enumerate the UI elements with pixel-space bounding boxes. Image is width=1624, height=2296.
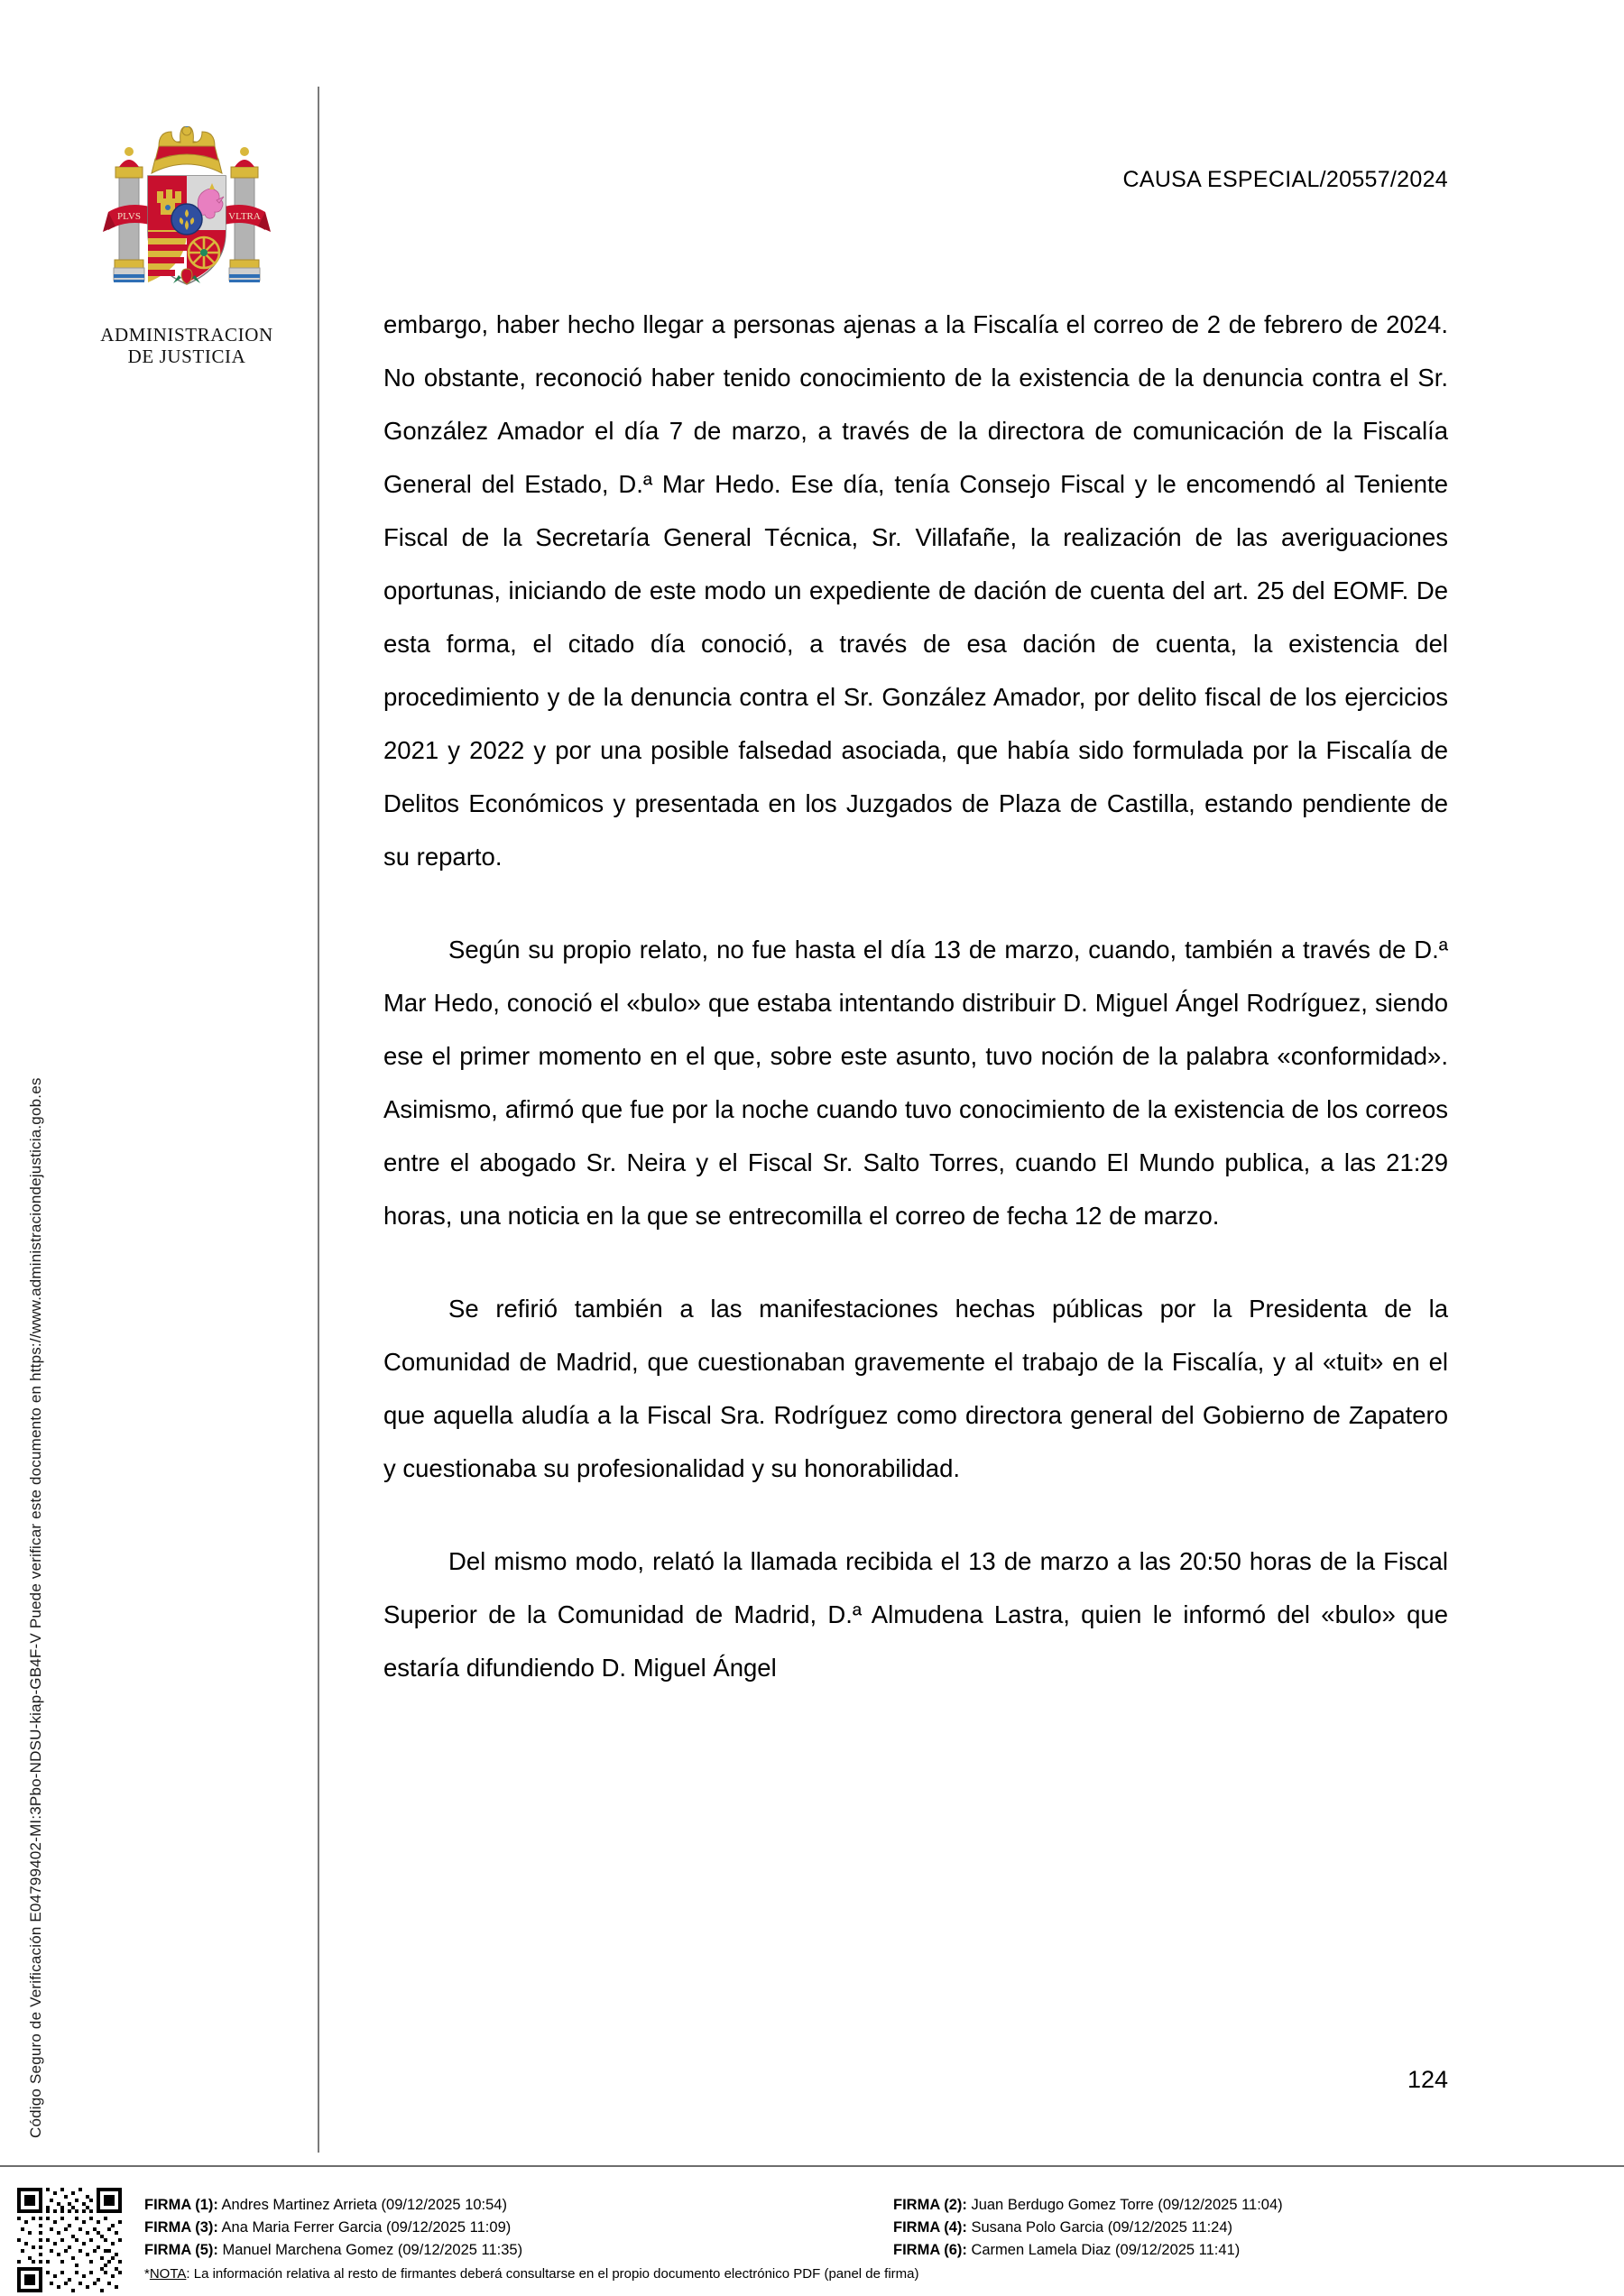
footer-divider [0,2165,1624,2167]
signature-label: FIRMA (5): [144,2242,218,2258]
emblem-caption-line-1: ADMINISTRACION [100,324,273,346]
body-paragraph: embargo, haber hecho llegar a personas ajenas a la Fiscalía el correo de 2 de febrero de 2024. No obstante, reconoció haber tenido conocimiento de la existencia de la denuncia contra el Sr. González Amador el día 7 de marzo, a través de la directora de comunicación de la Fiscalía General del Estado, D.ª Mar Hedo. Ese día, tenía Consejo Fiscal y le encomendó al Teniente Fiscal de la Secretaría General Técnica, Sr. Villafañe, la realización de las averiguaciones oportunas, iniciando de este modo un expediente de dación de cuenta del art. 25 del EOMF. De esta forma, el citado día conoció, a través de esa dación de cuenta, la existencia del procedimiento y de la denuncia contra el Sr. González Amador, por delito fiscal de los ejercicios 2021 y 2022 y por una posible falsedad asociada, que había sido formulada por la Fiscalía de Delitos Económicos y presentada en los Juzgados de Plaza de Castilla, estando pendiente de su reparto. [383,310,1448,871]
signature-line [893,2239,1588,2262]
margin-divider [318,87,319,2153]
verification-sidebar [0,0,65,2165]
signature-footer [144,2194,1588,2283]
signature-line [893,2194,1588,2217]
signature-label: FIRMA (3): [144,2219,218,2236]
signature-value: Juan Berdugo Gomez Torre (09/12/2025 11:04) [966,2197,1283,2213]
signature-value: Manuel Marchena Gomez (09/12/2025 11:35) [217,2242,523,2258]
body-paragraph: Se refirió también a las manifestaciones hechas públicas por la Presidenta de la Comunidad de Madrid, que cuestionaban gravemente el trabajo de la Fiscalía, y al «tuit» en el que aquella aludía a la Fiscal Sra. Rodríguez como directora general del Gobierno de Zapatero y cuestionaba su profesionalidad y su honorabilidad. [383,1295,1448,1482]
body-paragraph: Del mismo modo, relató la llamada recibida el 13 de marzo a las 20:50 horas de la Fiscal Superior de la Comunidad de Madrid, D.ª Almudena Lastra, quien le informó del «bulo» que estaría difundiendo D. Miguel Ángel [383,1547,1448,1682]
signature-line [144,2194,893,2217]
signature-value: Carmen Lamela Diaz (09/12/2025 11:41) [966,2242,1241,2258]
signature-grid [144,2194,1588,2262]
footer-note-star: * [144,2266,150,2282]
signature-value: Susana Polo Garcia (09/12/2025 11:24) [966,2219,1233,2236]
qr-code-icon [16,2188,123,2292]
body-paragraph: Según su propio relato, no fue hasta el día 13 de marzo, cuando, también a través de D.ª Mar Hedo, conoció el «bulo» que estaba intentando distribuir D. Miguel Ángel Rodríguez, siendo ese el primer momento en el que, sobre este asunto, tuvo noción de la palabra «conformidad». Asimismo, afirmó que fue por la noche cuando tuvo conocimiento de la existencia de los correos entre el abogado Sr. Neira y el Fiscal Sr. Salto Torres, cuando El Mundo publica, a las 21:29 horas, una noticia en la que se entrecomilla el correo de fecha 12 de marzo. [383,936,1448,1230]
spain-coat-of-arms-icon [92,126,281,320]
signature-value: Andres Martinez Arrieta (09/12/2025 10:54) [217,2197,507,2213]
svg-text:PLVS: PLVS [117,211,141,222]
footer-note [144,2264,1588,2283]
signature-value: Ana Maria Ferrer Garcia (09/12/2025 11:09) [217,2219,512,2236]
signature-label: FIRMA (6): [893,2242,967,2258]
signature-line [893,2217,1588,2239]
coat-of-arms-block [83,126,291,368]
signature-line [144,2239,893,2262]
svg-text:VLTRA: VLTRA [228,211,261,222]
signature-line [144,2217,893,2239]
verification-code-text: Código Seguro de Verificación E04799402-MI:3Pbo-NDSU-kiap-GB4F-V Puede verificar este documento en https://www.administraciondejusticia.gob.es [27,1077,44,2138]
signature-label: FIRMA (2): [893,2197,967,2213]
case-reference-header: CAUSA ESPECIAL/20557/2024 [1122,167,1448,192]
emblem-caption-line-2: DE JUSTICIA [127,346,246,368]
footer-note-keyword: NOTA [149,2266,187,2282]
emblem-caption [83,324,291,368]
footer-note-text: : La información relativa al resto de firmantes deberá consultarse en el propio documento electrónico PDF (panel de firma) [186,2266,919,2282]
signature-label: FIRMA (1): [144,2197,218,2213]
document-body [383,298,1448,1694]
signature-label: FIRMA (4): [893,2219,967,2236]
page-number: 124 [1407,2066,1448,2093]
